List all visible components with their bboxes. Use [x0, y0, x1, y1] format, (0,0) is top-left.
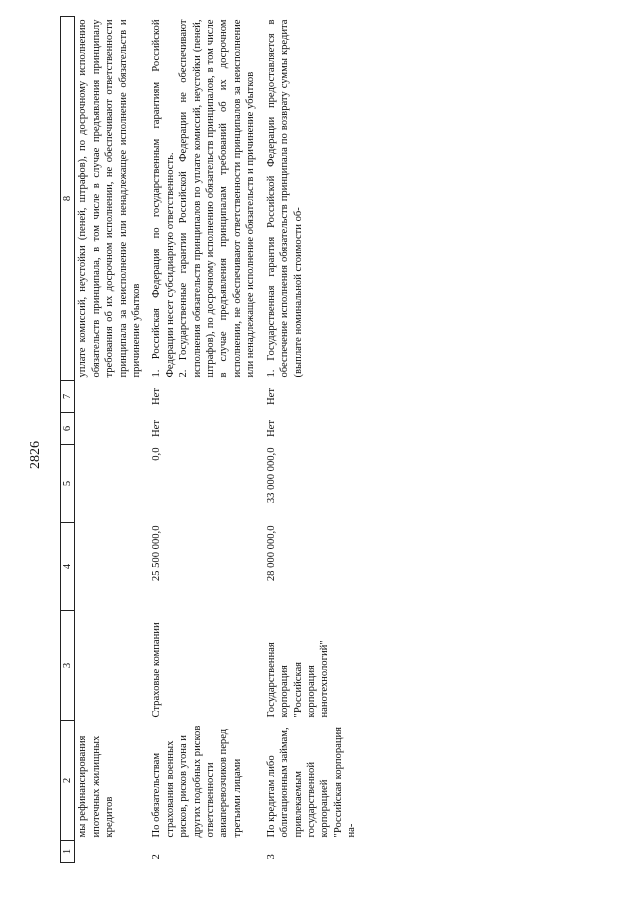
condition-paragraph: уплате комиссий, неустойки (пеней, штрафов), по досрочному исполнению обязательств принципала, в том числе в случае предъявления принципалу требования об их досрочном исполнении, не обеспечивают ответственности принципала за неисполнение или ненадлежащее исполнение обязательств и причинение убытков — [77, 19, 143, 378]
row-number — [75, 841, 150, 863]
table-row — [75, 17, 150, 863]
principal-name: Страховые компании — [151, 622, 163, 718]
guarantee-amount-other — [75, 445, 150, 523]
flag-col6: Нет — [265, 420, 277, 437]
guarantee-amount-other: 0,0 — [151, 447, 163, 461]
guarantee-amount-other: 33 000 000,0 — [265, 447, 277, 504]
row-number: 2 — [151, 854, 163, 860]
guarantee-purpose: мы рефинансирования ипотечных жилищных кредитов — [77, 735, 116, 838]
column-header: 3 — [61, 611, 75, 721]
table-row — [149, 17, 263, 863]
principal-name — [75, 611, 150, 721]
table-row — [264, 17, 365, 863]
condition-paragraph: 1. Государственная гарантия Российской Федерации предоставляется в обеспечение исполнения обязательств принципала по возврату суммы кредита (выплате номинальной стоимости об- — [265, 19, 304, 378]
column-header: 8 — [61, 17, 75, 381]
guarantee-amount — [75, 523, 150, 611]
column-header: 2 — [61, 721, 75, 841]
principal-name: Государственная корпорация "Российская корпорация нанотехнологий" — [265, 640, 331, 718]
column-header: 5 — [61, 445, 75, 523]
flag-col6: Нет — [151, 420, 163, 437]
row-number: 3 — [265, 854, 277, 860]
guarantee-table — [60, 16, 365, 863]
flag-col7: Нет — [151, 388, 163, 405]
guarantee-amount: 28 000 000,0 — [265, 525, 277, 582]
guarantee-conditions — [75, 17, 150, 381]
flag-col6 — [75, 413, 150, 445]
guarantee-purpose: По кредитам либо облигационным займам, привлекаемым государственной корпорацией "Российская корпорация на- — [265, 726, 358, 838]
page-number: 2826 — [28, 441, 43, 469]
condition-paragraph: 2. Государственные гарантии Российской Федерации не обеспечивают исполнения обязательств принципалов по уплате комиссий, неустойки (пеней, штрафов), по досрочному исполнению обязательств принципалов, в том числе в случае предъявления принципалам требований об их досрочном исполнении, не обеспечивают ответственности принципалов за неисполнение или ненадлежащее исполнение обязательств и причинение убытков — [178, 19, 257, 378]
flag-col7 — [75, 381, 150, 413]
column-header: 1 — [61, 841, 75, 863]
column-header: 6 — [61, 413, 75, 445]
column-header: 7 — [61, 381, 75, 413]
flag-col7: Нет — [265, 388, 277, 405]
guarantee-conditions — [264, 17, 365, 381]
guarantee-purpose: По обязательствам страхования военных рисков, рисков угона и других подобных рисков ответственности авиаперевозчиков перед третьими лицами — [151, 725, 243, 838]
guarantee-amount: 25 500 000,0 — [151, 525, 163, 582]
condition-paragraph: 1. Российская Федерация по государственным гарантиям Российской Федерации несет субсидиарную ответственность. — [151, 19, 176, 378]
guarantee-conditions — [149, 17, 263, 381]
column-number-row — [61, 17, 75, 863]
column-header: 4 — [61, 523, 75, 611]
